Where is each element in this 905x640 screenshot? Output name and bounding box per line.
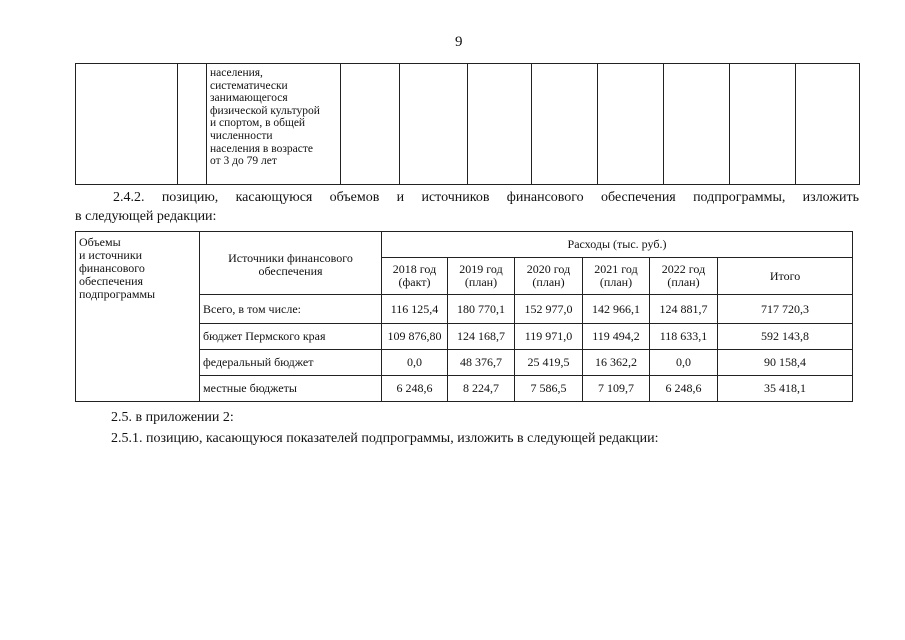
empty-cell [796,64,860,185]
total-cell: 592 143,8 [718,324,853,350]
empty-cell [598,64,664,185]
year-line: 2020 год [526,262,571,276]
value-cell: 124 881,7 [650,295,718,324]
value-cell: 124 168,7 [448,324,515,350]
text-line: занимающегося [210,92,288,105]
total-cell: 35 418,1 [718,376,853,402]
empty-cell [468,64,532,185]
header-line: Объемы [79,235,121,249]
value-cell: 8 224,7 [448,376,515,402]
value-cell: 0,0 [650,350,718,376]
page-number: 9 [455,34,463,50]
value-cell: 152 977,0 [515,295,583,324]
total-header: Итого [718,258,853,295]
value-cell: 6 248,6 [650,376,718,402]
year-status: (план) [599,275,633,289]
header-line: обеспечения [258,264,323,278]
value-cell: 109 876,80 [382,324,448,350]
header-line: финансового [79,261,145,275]
year-line: 2019 год [459,262,503,276]
value-cell: 7 109,7 [583,376,650,402]
value-cell: 0,0 [382,350,448,376]
text-line: населения в возрасте [210,142,313,155]
value-cell: 119 494,2 [583,324,650,350]
value-cell: 180 770,1 [448,295,515,324]
value-cell: 48 376,7 [448,350,515,376]
year-header [650,258,718,295]
year-status: (факт) [398,275,431,289]
row-label: местные бюджеты [200,376,382,402]
total-cell: 717 720,3 [718,295,853,324]
empty-cell [341,64,400,185]
paragraph-2-4-2 [75,188,859,226]
empty-cell [76,64,178,185]
value-cell: 116 125,4 [382,295,448,324]
header-line: Источники финансового [228,251,353,265]
sources-header [200,232,382,295]
row-label: Всего, в том числе: [200,295,382,324]
header-line: подпрограммы [79,287,156,301]
header-line: и источники [79,248,143,262]
empty-cell [178,64,207,185]
paragraph-line: в следующей редакции: [75,209,217,224]
empty-cell [664,64,730,185]
text-line: и спортом, в общей [210,117,306,130]
empty-cell [730,64,796,185]
year-header [448,258,515,295]
header-line: обеспечения [79,274,144,288]
total-cell: 90 158,4 [718,350,853,376]
row-label: федеральный бюджет [200,350,382,376]
value-cell: 16 362,2 [583,350,650,376]
continuation-table [75,63,860,185]
year-header [515,258,583,295]
empty-cell [532,64,598,185]
expenses-header: Расходы (тыс. руб.) [382,232,853,258]
year-line: 2018 год [392,262,437,276]
value-cell: 142 966,1 [583,295,650,324]
text-line: от 3 до 79 лет [210,155,277,168]
value-cell: 119 971,0 [515,324,583,350]
year-line: 2021 год [594,262,638,276]
text-line: физической культурой [210,104,320,117]
text-line: численности [210,129,273,142]
paragraph-2-5-1: 2.5.1. позицию, касающуюся показателей подпрограммы, изложить в следующей редакции: [111,431,659,446]
financing-table [75,231,853,402]
year-status: (план) [532,275,565,289]
paragraph-2-5: 2.5. в приложении 2: [111,410,234,425]
paragraph-line: 2.4.2. позицию, касающуюся объемов и источников финансового обеспечения подпрограммы, изложить [113,190,859,205]
empty-cell [400,64,468,185]
value-cell: 7 586,5 [515,376,583,402]
year-header [583,258,650,295]
text-line: систематически [210,79,288,92]
value-cell: 25 419,5 [515,350,583,376]
year-header [382,258,448,295]
first-column-header [76,232,200,402]
value-cell: 6 248,6 [382,376,448,402]
text-line: населения, [210,67,263,79]
value-cell: 118 633,1 [650,324,718,350]
year-status: (план) [667,275,700,289]
year-line: 2022 год [661,262,706,276]
row-label: бюджет Пермского края [200,324,382,350]
year-status: (план) [464,275,498,289]
indicator-name-cell [207,64,341,185]
